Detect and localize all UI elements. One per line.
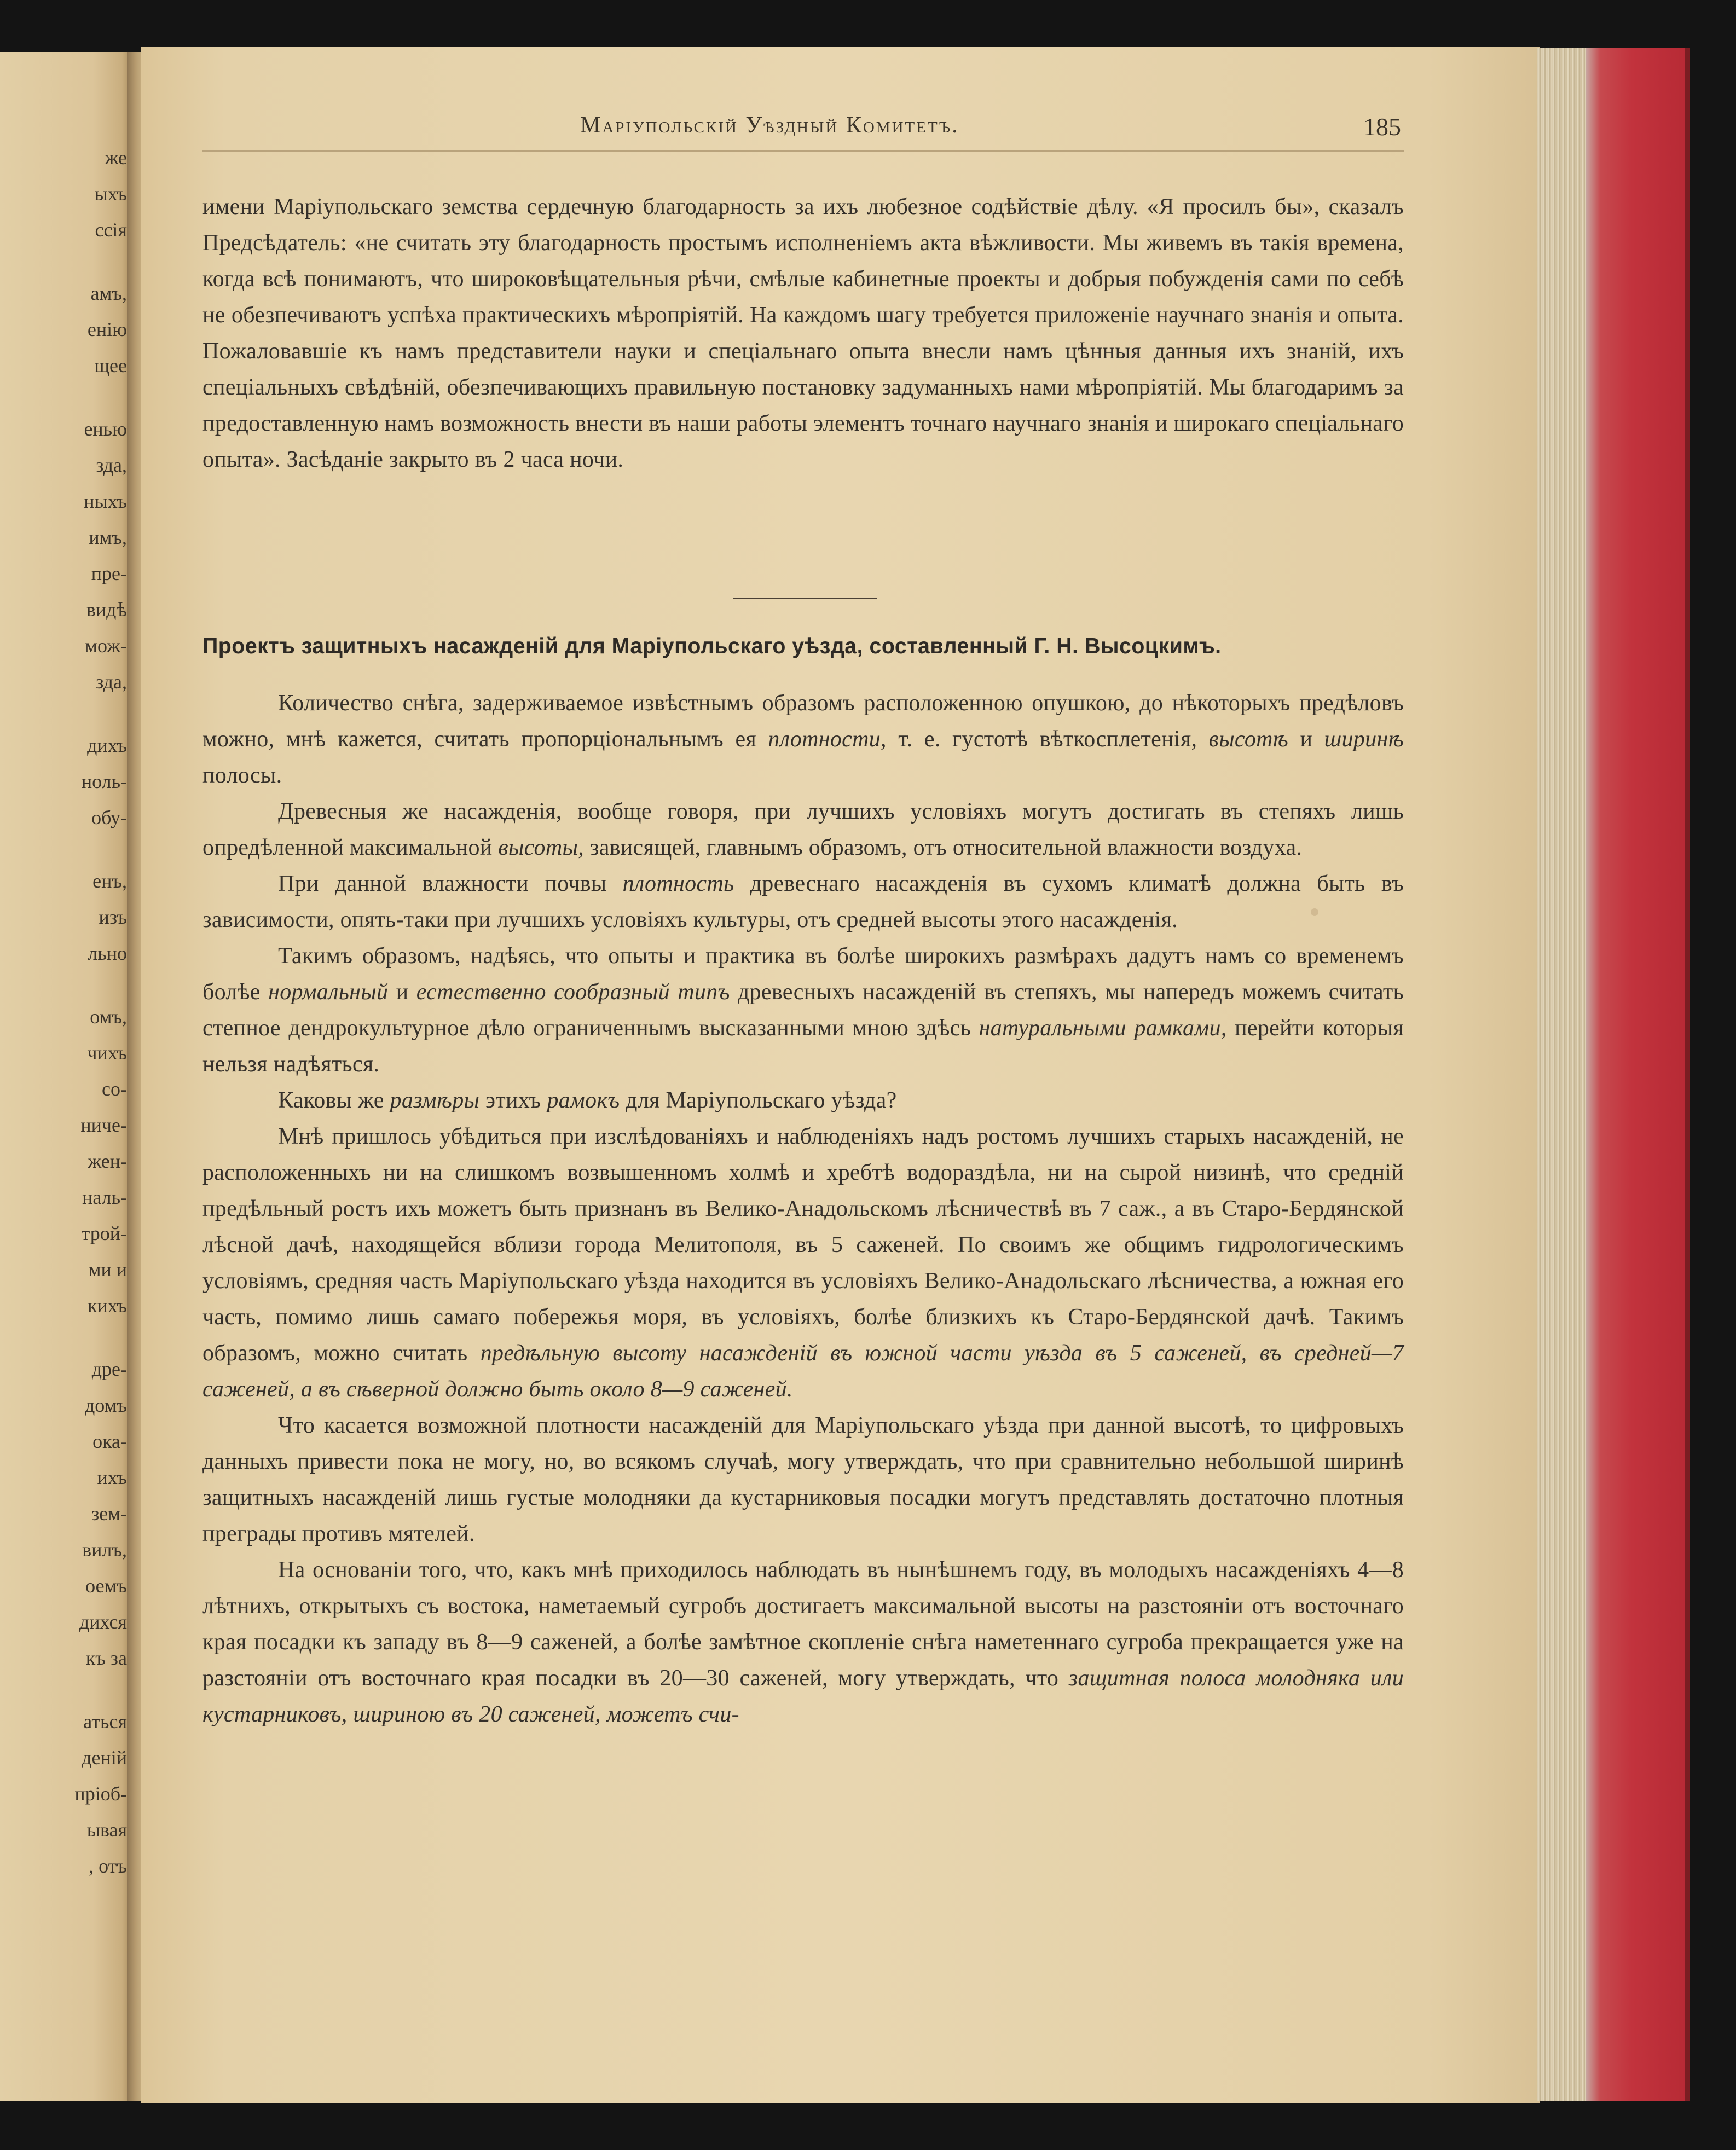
left-page-fragment: же [105,147,127,169]
left-page-fragment: жен- [88,1150,127,1172]
left-page-fragment: ноль- [81,770,127,792]
text-run: Такимъ образомъ, надѣясь, что опыты и практика въ болѣе широкихъ размѣрахъ дадутъ намъ со временемъ болѣе [202,943,1404,1005]
text-run: Древесныя же насажденія, вообще говоря, при лучшихъ условіяхъ могутъ достигать въ степяхъ лишь опредѣленной максимальной [202,799,1404,860]
intro-paragraph: имени Маріупольскаго земства сердечную благодарность за ихъ любезное содѣйствіе дѣлу. «Я просилъ бы», сказалъ Предсѣдатель: «не считать эту благодарность простымъ исполненіемъ акта вѣжливости. Мы живемъ въ такія времена, когда всѣ понимаютъ, что широковѣщательныя рѣчи, смѣлые кабинетные проекты и добрыя побужденія сами по себѣ не обезпечиваютъ успѣха практическихъ мѣропріятій. На каждомъ шагу требуется приложеніе научнаго знанія и опыта. Пожаловавшіе къ намъ представители науки и спеціальнаго опыта внесли намъ цѣнныя данныя ихъ знаній, ихъ спеціальныхъ свѣдѣній, обезпечивающихъ правильную постановку задуманныхъ нами мѣропріятій. Мы благодаримъ за предоставленную намъ возможность внести въ наши работы элементъ точнаго научнаго знанія и широкаго спеціальнаго опыта». Засѣданіе закрыто въ 2 часа ночи. [202,194,1404,472]
left-page-fragment: ныхъ [84,490,127,512]
left-page-fragment: енъ, [92,870,127,892]
text-run: Каковы же [278,1088,390,1113]
paragraph-7: Что касается возможной плотности насажденій для Маріупольскаго уѣзда при данной высотѣ, то цифровыхъ данныхъ привести пока не могу, но, во всякомъ случаѣ, могу утверждать, что при сравнительно небольшой ширинѣ защитныхъ насажденій лишь густые молодняки да кустарниковыя посадки могутъ представлять достаточно плотныя преграды противъ мятелей. [202,1413,1404,1546]
running-head: Маріупольскій Уѣздный Комитетъ. [580,113,959,138]
text-run: т. е. густотѣ вѣткосплетенія, [886,727,1209,752]
left-page-fragment: деній [82,1747,127,1769]
paragraph-8 [202,1552,1404,1732]
paragraph-2 [202,793,1404,866]
left-page-fragment: амъ, [90,282,127,304]
paragraph-1 [202,685,1404,793]
left-page-fragment: обу- [91,807,127,828]
italic-run: естественно сообразный типъ [416,980,730,1005]
red-book-cover [1586,48,1687,2101]
left-page-fragment: дре- [91,1358,127,1380]
left-page-fragment: енію [87,318,127,340]
left-page-fragment: вилъ, [82,1539,127,1561]
left-page-fragment: зем- [91,1503,127,1525]
text-run: Мнѣ пришлось убѣдиться при изслѣдованіяхъ и наблюденіяхъ надъ ростомъ лучшихъ старыхъ насажденій, не расположенныхъ ни на слишкомъ возвышенномъ холмѣ и хребтѣ водораздѣла, ни на сырой низинѣ, что средній предѣльный ростъ ихъ можетъ быть признанъ въ Велико-Анадольскомъ лѣсничествѣ въ 7 саж., а въ Старо-Бердянской лѣсной дачѣ, находящейся вблизи города Мелитополя, въ 5 саженей. По своимъ же общимъ гидрологическимъ условіямъ, средняя часть Маріупольскаго уѣзда находится въ условіяхъ Велико-Анадольскаго лѣсничества, а южная его часть, помимо лишь самаго побережья моря, въ условіяхъ, болѣе близкихъ къ Старо-Бердянской дачѣ. Такимъ образомъ, можно считать [202,1124,1404,1366]
left-page-fragment: пріоб- [74,1783,127,1805]
left-page-fragment: ихъ [97,1467,127,1488]
left-page-fragment: зда, [96,454,127,476]
text-run: древеснаго насажденія въ сухомъ климатѣ должна быть въ зависимости, опять-таки при лучшихъ условіяхъ культуры, отъ средней высоты этого насажденія. [202,871,1404,932]
text-run: зависящей, главнымъ образомъ, отъ относительной влажности воздуха. [584,835,1303,860]
text-run: На основаніи того, что, какъ мнѣ приходилось наблюдать въ нынѣшнемъ году, въ молодыхъ насажденіяхъ 4—8 лѣтнихъ, открытыхъ съ востока, наметаемый сугробъ достигаетъ максимальной высоты на разстояніи отъ восточнаго края посадки къ западу въ 8—9 саженей, а болѣе замѣтное скопленіе снѣга наметеннаго сугроба прекращается уже на разстояніи отъ восточнаго края посадки въ 20—30 саженей, могу утверждать, что [202,1557,1404,1691]
page-number: 185 [1363,113,1401,141]
italic-run: предѣльную высоту насажденій въ южной части уѣзда въ 5 саженей, въ средней—7 саженей, а въ сѣверной должно быть около 8—9 саженей. [202,1341,1404,1402]
header-rule [202,150,1404,152]
left-facing-page [0,52,132,2101]
body-block [202,685,1404,1732]
italic-run: ширинѣ [1324,727,1404,752]
paragraph-3 [202,866,1404,938]
left-page-fragment: домъ [84,1394,127,1416]
italic-run: защитная полоса молодняка или кустарниковъ, шириною въ 20 саженей, можетъ счи- [202,1666,1404,1727]
page-header [580,112,1401,145]
italic-run: размѣры [390,1088,480,1113]
left-page-fragment: мож- [85,635,127,657]
left-page-fragment: къ за [85,1647,127,1669]
left-page-fragment: ока- [92,1430,127,1452]
text-run: Количество снѣга, задерживаемое извѣстнымъ образомъ расположенною опушкою, до нѣкоторыхъ предѣловъ можно, мнѣ кажется, считать пропорціональнымъ ея [202,691,1404,752]
text-run: для Маріупольскаго уѣзда? [620,1088,897,1113]
left-page-fragment: щее [94,355,127,376]
italic-run: плотности, [768,727,887,752]
left-page-fragment: наль- [82,1186,127,1208]
left-page-fragment: аться [83,1711,127,1732]
left-page-fragment: кихъ [88,1295,127,1317]
paragraph-6 [202,1119,1404,1407]
paragraph-5 [202,1082,1404,1119]
italic-run: высотѣ [1208,727,1289,752]
left-page-fragment: енью [84,418,127,440]
left-page-fragment: дихся [79,1611,127,1633]
left-page-fragment: имъ, [89,526,127,548]
left-page-fragment: видѣ [86,599,127,621]
italic-run: высоты, [498,835,585,860]
left-page-fragment: ми и [88,1259,127,1280]
paragraph-4 [202,938,1404,1082]
text-run: этихъ [479,1088,547,1113]
left-page-fragment: льно [88,942,127,964]
text-run: и [1288,727,1324,752]
italic-run: рамокъ [547,1088,620,1113]
left-page-fragment: ывая [86,1819,127,1841]
left-page-fragment: со- [102,1078,127,1100]
section-separator [733,598,877,599]
text-run: перейти которыя нельзя надѣяться. [202,1016,1404,1077]
left-page-fragment: оемъ [85,1575,127,1597]
left-page-fragment: ыхъ [94,183,127,205]
page-edges [1537,48,1587,2101]
italic-run: нормальный [268,980,389,1005]
italic-run: натуральными рамками, [979,1016,1227,1041]
text-run: полосы. [202,763,282,788]
text-run: древесныхъ насажденій въ степяхъ, мы напередъ можемъ считать степное дендрокультурное дѣло ограниченнымъ высказанными мною здѣсь [202,980,1404,1041]
left-page-fragment: дихъ [87,734,127,756]
text-run: При данной влажности почвы [278,871,623,896]
left-page-fragment: трой- [81,1222,127,1244]
left-page-fragment: пре- [91,563,127,584]
text-run: и [388,980,416,1005]
left-page-fragment: , отъ [89,1855,127,1877]
left-page-fragment: ниче- [80,1114,127,1136]
italic-run: плотность [622,871,734,896]
left-page-fragment: ссія [95,219,127,241]
cover-edge [1685,48,1690,2101]
left-page-fragment: омъ, [90,1006,127,1028]
left-page-fragment: чихъ [87,1042,127,1064]
left-page-fragment: зда, [96,671,127,693]
left-page-fragment: изъ [99,906,127,928]
section-title: Проектъ защитныхъ насажденій для Маріупольскаго уѣзда, составленный Г. Н. Высоцкимъ. [202,633,1222,658]
intro-block [202,189,1404,478]
